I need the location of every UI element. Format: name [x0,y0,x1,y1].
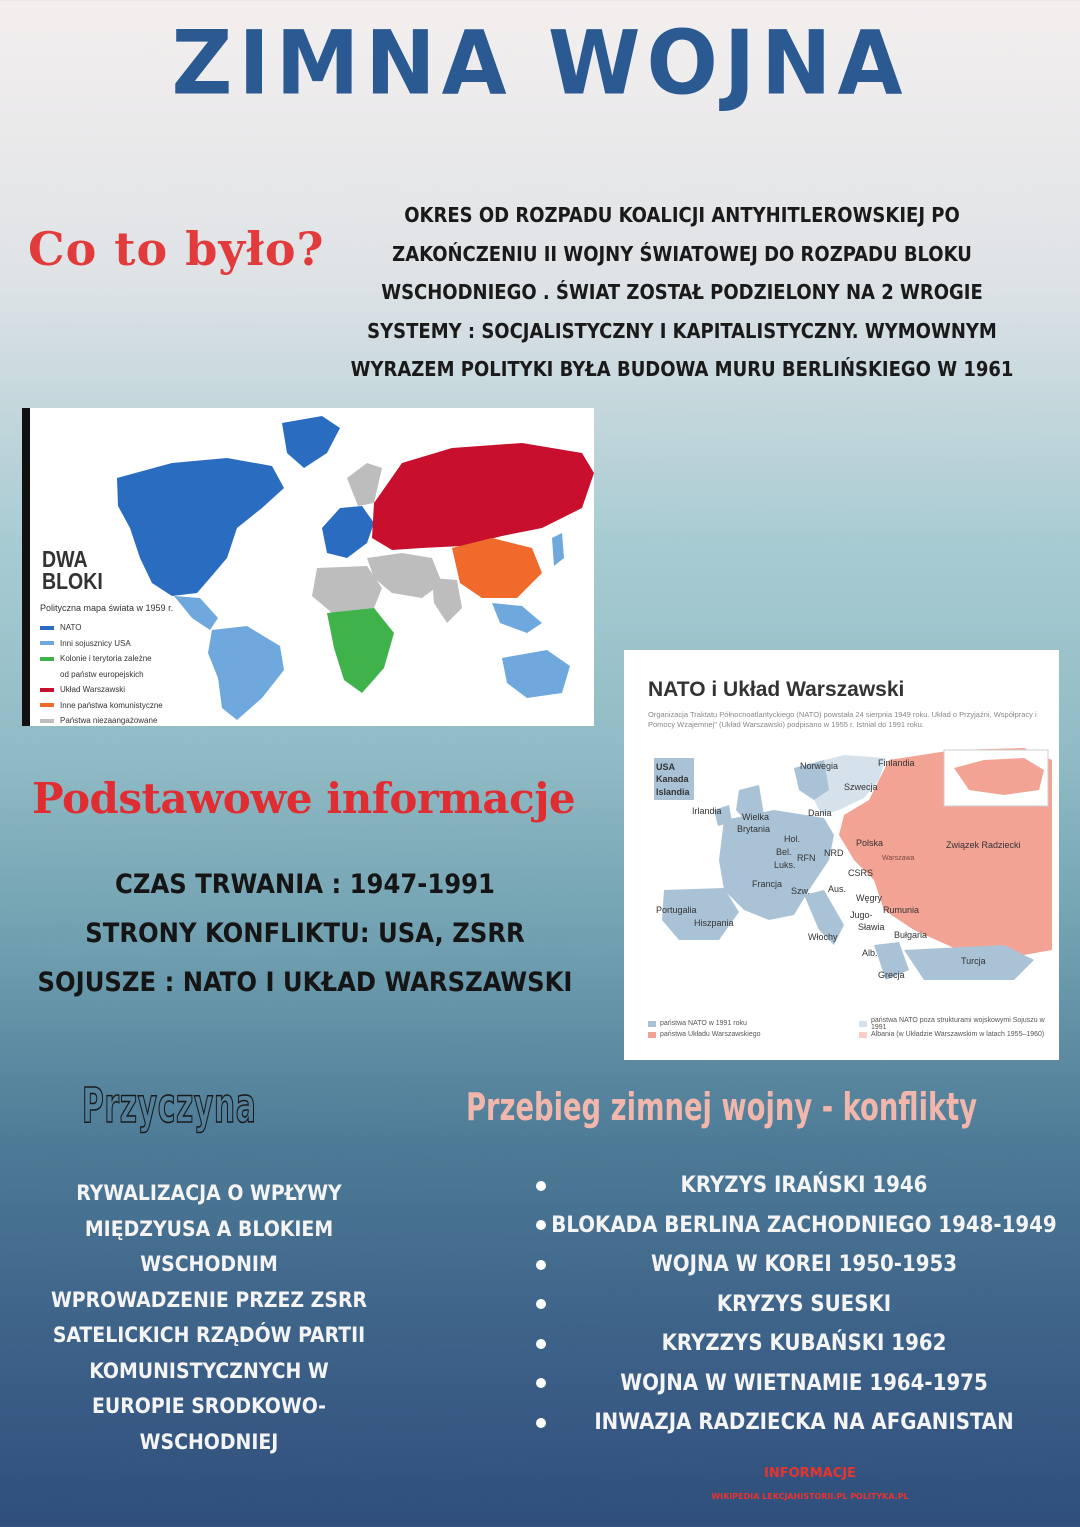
conflicts-list [530,1166,1080,1443]
label-szw: Szw. [791,886,811,896]
africa-south-shape [327,608,394,693]
list-item [530,1364,1080,1404]
legend-item-non-aligned [40,713,163,729]
label-turcja: Turcja [961,956,986,966]
label-grecja: Grecja [878,970,905,980]
legend-label: państwa NATO w 1991 roku [660,1020,747,1027]
map2-title: NATO i Układ Warszawski [648,678,905,701]
label-aus: Aus. [828,884,847,894]
label-jugo: Jugo- [850,910,873,920]
intro-line: WSCHODNIEGO . ŚWIAT ZOSTAŁ PODZIELONY NA 2 WROGIE [381,280,983,304]
conflict-label: KRYZZYS KUBAŃSKI 1962 [661,1331,947,1357]
label-wielka: Wielka [742,812,770,822]
label-hiszpania: Hiszpania [694,918,734,928]
bullet-icon [536,1181,546,1191]
question-heading: Co to było? [28,222,325,276]
intro-line: WYRAZEM POLITYKI BYŁA BUDOWA MURU BERLIŃSKIEGO W 1961 [350,357,1014,381]
australia-shape [502,650,570,698]
legend-swatch [40,657,54,661]
legend-swatch [40,719,54,723]
intro-line: OKRES OD ROZPADU KOALICJI ANTYHITLEROWSKIEJ PO [404,203,960,227]
label-hol: Hol. [784,834,801,844]
legend-swatch [40,626,54,630]
china-shape [452,538,542,598]
label-norwegia: Norwegia [800,761,839,771]
label-portugalia: Portugalia [656,905,697,915]
legend-item-nato-outside [859,1017,1058,1031]
legend-item-nato [40,620,163,636]
legend-label: Inne państwa komunistyczne [60,700,163,710]
legend-label: Inni sojusznicy USA [60,638,131,648]
list-item [530,1324,1080,1364]
legend-item-colonies-cont [40,667,163,683]
legend-swatch [40,672,54,676]
central-america-shape [174,596,218,630]
legend-swatch [40,703,54,707]
cause-line: EUROPIE SRODKOWO- [91,1394,326,1418]
intro-line: SYSTEMY : SOCJALISTYCZNY I KAPITALISTYCZNY. WYMOWNYM [367,318,997,343]
cause-line: KOMUNISTYCZNYCH W [89,1358,329,1383]
greenland-shape [282,416,340,468]
cause-line: WSCHODNIEJ [139,1429,279,1454]
legend-swatch [859,1032,867,1038]
legend-swatch [859,1021,867,1027]
legend-label: Albania (w Układzie Warszawskim w latach 1955–1960) [871,1031,1045,1038]
intro-line: ZAKOŃCZENIU II WOJNY ŚWIATOWEJ DO ROZPADU BLOKU [392,241,972,266]
sides-text: STRONY KONFLIKTU: USA, ZSRR [85,918,525,949]
map1-title-line2: BLOKI [42,568,103,594]
legend-swatch [648,1032,656,1038]
page-title: ZIMNA WOJNA [171,11,909,115]
cause-line: MIĘDZYUSA A BLOKIEM [84,1216,334,1241]
legend-swatch [40,641,54,645]
label-bel: Bel. [776,847,792,857]
legend-label: państwa NATO poza strukturami wojskowymi Sojuszu w 1991 [871,1016,1045,1031]
bullet-icon [536,1339,546,1349]
list-item [530,1166,1080,1206]
label-warszawa: Warszawa [882,855,915,862]
africa-north-shape [312,566,382,613]
sources-text: WIKIPEDIA LEKCJAHISTORII.PL POLITYKA.PL [711,1492,909,1501]
cause-line: WPROWADZENIE PRZEZ ZSRR [50,1287,368,1312]
label-csrs: CSRS [848,868,874,878]
alliances-text: SOJUSZE : NATO I UKŁAD WARSZAWSKI [37,967,573,998]
map1-legend [40,620,163,729]
course-heading: Przebieg zimnej wojny - konflikty [466,1085,978,1129]
legend-label: państwa Układu Warszawskiego [660,1031,761,1038]
japan-shape [552,533,564,566]
southeast-asia-shape [492,603,542,633]
map-side-bar [22,408,30,726]
north-america-shape [117,458,284,596]
sources-heading: INFORMACJE [764,1466,856,1481]
label-rfn: RFN [797,853,816,863]
legend-item-warsaw-pact [648,1031,847,1038]
legend-item-us-allies [40,636,163,652]
label-finlandia: Finlandia [878,758,915,768]
bullet-icon [536,1260,546,1270]
map2-legend-row [648,1029,1058,1040]
conflict-label: WOJNA W WIETNAMIE 1964-1975 [620,1370,988,1396]
bullet-icon [536,1299,546,1309]
label-irlandia: Irlandia [692,806,722,816]
conflict-label: BLOKADA BERLINA ZACHODNIEGO 1948-1949 [551,1212,1057,1238]
bullet-icon [536,1378,546,1388]
legend-label: Państwa niezaangażowane [60,716,158,726]
legend-label: od państw europejskich [60,669,144,679]
map2-legend [648,1018,1058,1040]
label-dania: Dania [808,808,832,818]
label-bulgaria: Bułgaria [894,930,928,940]
western-europe-shape [322,506,374,558]
south-america-shape [208,626,284,720]
label-luks: Luks. [774,860,796,870]
legend-swatch [40,688,54,692]
india-shape [432,578,462,623]
label-francja: Francja [752,879,783,889]
cause-heading: Przyczyna [82,1078,257,1134]
label-nrd: NRD [824,848,844,858]
map1-subtitle: Polityczna mapa świata w 1959 r. [40,603,174,613]
nato-warsaw-map [624,650,1059,1060]
conflict-label: WOJNA W KOREI 1950-1953 [650,1252,958,1278]
list-item [530,1285,1080,1325]
label-slawia: Sławia [858,922,885,932]
legend-item-albania [859,1031,1058,1038]
label-rumunia: Rumunia [883,905,920,915]
conflict-label: KRYZYS IRAŃSKI 1946 [680,1173,928,1199]
list-item [530,1245,1080,1285]
label-zwiazek-radziecki: Związek Radziecki [946,840,1021,850]
legend-item-colonies [40,651,163,667]
map2-description: Organizacja Traktatu Północnoatlantyckiego (NATO) powstała 24 sierpnia 1949 roku. Układ o Przyjaźni, Współpracy i Pomocy Wzajemnej" (Układ Warszawski) podpisano w 1955 r. Istniał do 1991 roku. [648,710,1037,729]
conflict-label: KRYZYS SUESKI [716,1291,892,1317]
bullet-icon [536,1220,546,1230]
label-brytania: Brytania [737,824,771,834]
legend-label: Układ Warszawski [60,685,126,695]
label-wegry: Węgry [856,893,883,903]
bullet-icon [536,1418,546,1428]
basic-info-heading: Podstawowe informacje [32,774,576,823]
legend-item-other-communist [40,698,163,714]
conflict-label: INWAZJA RADZIECKA NA AFGANISTAN [594,1410,1014,1436]
legend-item-warsaw-pact [40,682,163,698]
duration-text: CZAS TRWANIA : 1947-1991 [115,869,495,900]
legend-swatch [648,1021,656,1027]
cause-text [28,1176,390,1460]
cause-line: RYWALIZACJA O WPŁYWY [76,1181,342,1205]
list-item [530,1206,1080,1246]
basic-info [0,860,610,1007]
legend-label: NATO [60,623,82,633]
label-kanada: Kanada [656,774,689,784]
label-polska: Polska [856,838,884,848]
cause-line: WSCHODNIM [140,1252,278,1276]
map1-title-line1: DWA [42,546,88,572]
cause-line: SATELICKICH RZĄDÓW PARTII [52,1323,366,1347]
label-islandia: Islandia [656,787,690,797]
label-alb: Alb. [862,948,878,958]
label-usa: USA [656,762,676,772]
map2-legend-row [648,1018,1058,1029]
map1-title [42,548,103,592]
legend-item-nato-1991 [648,1020,847,1027]
label-szwecja: Szwecja [844,782,878,792]
legend-label: Kolonie i terytoria zależne [60,654,152,664]
label-wlochy: Włochy [808,932,838,942]
list-item [530,1403,1080,1443]
intro-text [312,196,1052,389]
